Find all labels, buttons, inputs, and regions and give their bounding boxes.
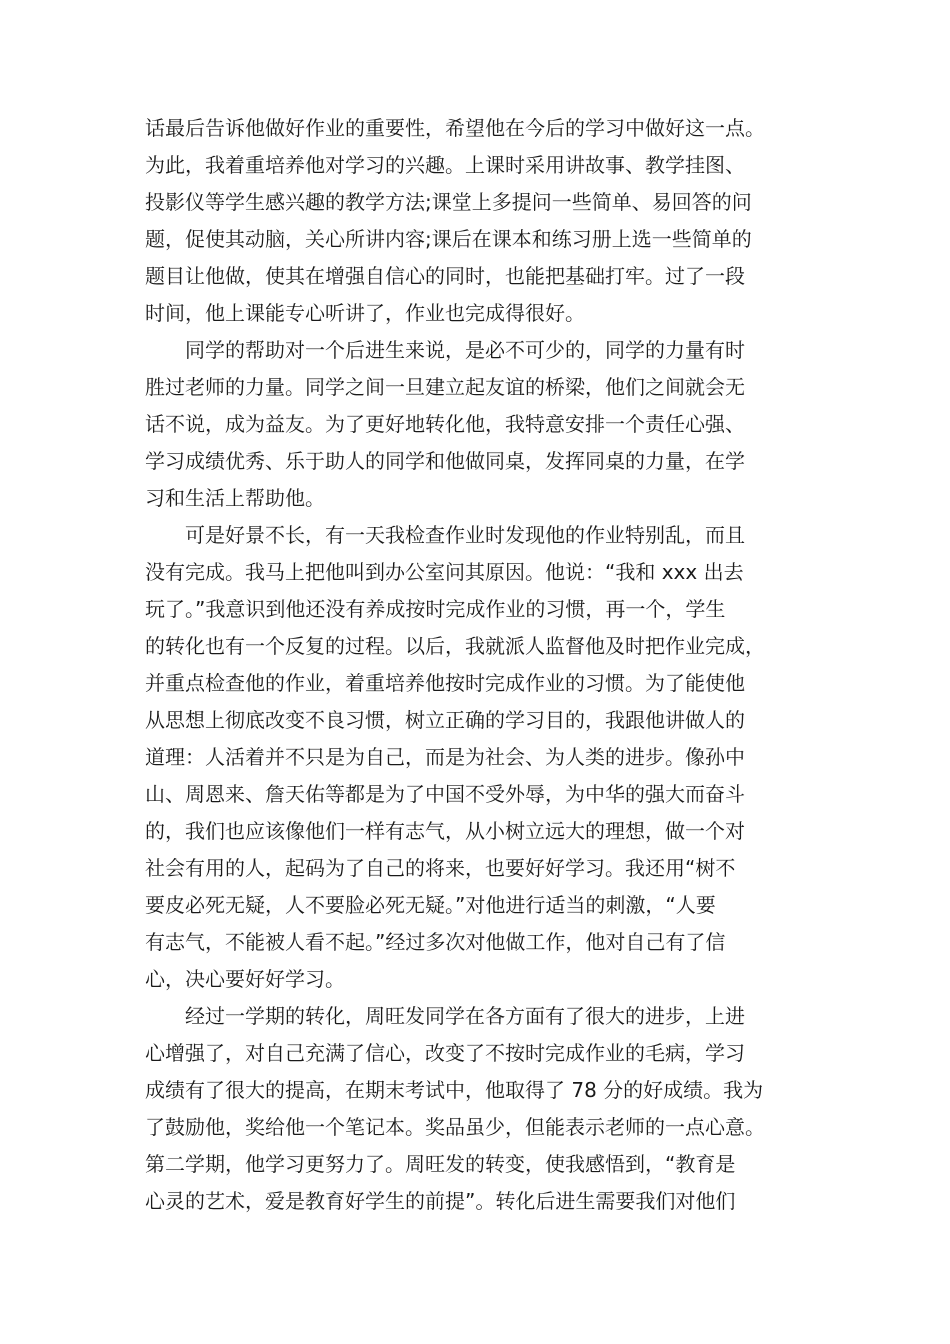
text-line: 为此，我着重培养他对学习的兴趣。上课时采用讲故事、教学挂图、: [145, 153, 745, 177]
text-line: 山、周恩来、詹天佑等都是为了中国不受外辱，为中华的强大而奋斗: [145, 782, 745, 806]
text-line: 题目让他做，使其在增强自信心的同时，也能把基础打牢。过了一段: [145, 264, 745, 288]
document-body: [145, 110, 840, 1220]
text-line: 了鼓励他，奖给他一个笔记本。奖品虽少，但能表示老师的一点心意。: [145, 1115, 765, 1139]
text-line: 心灵的艺术，爱是教育好学生的前提”。转化后进生需要我们对他们: [145, 1189, 736, 1213]
text-line: 玩了。”我意识到他还没有养成按时完成作业的习惯，再一个，学生: [145, 597, 726, 621]
text-line: 没有完成。我马上把他叫到办公室问其原因。他说：“我和 xxx 出去: [145, 560, 744, 584]
text-line: 道理：人活着并不只是为自己，而是为社会、为人类的进步。像孙中: [145, 745, 745, 769]
text-line: 胜过老师的力量。同学之间一旦建立起友谊的桥梁，他们之间就会无: [145, 375, 745, 399]
text-line: 题，促使其动脑，关心所讲内容;课后在课本和练习册上选一些简单的: [145, 227, 752, 251]
text-line: 话不说，成为益友。为了更好地转化他，我特意安排一个责任心强、: [145, 412, 745, 436]
text-line: 成绩有了很大的提高，在期末考试中，他取得了 78 分的好成绩。我为: [145, 1078, 764, 1102]
text-line: 投影仪等学生感兴趣的教学方法;课堂上多提问一些简单、易回答的问: [145, 190, 752, 214]
text-line: 的转化也有一个反复的过程。以后，我就派人监督他及时把作业完成，: [145, 634, 765, 658]
text-line: 的，我们也应该像他们一样有志气，从小树立远大的理想，做一个对: [145, 819, 745, 843]
text-line: 从思想上彻底改变不良习惯，树立正确的学习目的，我跟他讲做人的: [145, 708, 745, 732]
text-line: 社会有用的人，起码为了自己的将来，也要好好学习。我还用“树不: [145, 856, 736, 880]
text-line: 要皮必死无疑，人不要脸必死无疑。”对他进行适当的刺激，“人要: [145, 893, 716, 917]
text-line: 习和生活上帮助他。: [145, 486, 325, 510]
text-line: 第二学期，他学习更努力了。周旺发的转变，使我感悟到，“教育是: [145, 1152, 736, 1176]
text-line: 心，决心要好好学习。: [145, 967, 345, 991]
text-line: 经过一学期的转化，周旺发同学在各方面有了很大的进步，上进: [145, 1004, 745, 1028]
text-line: 心增强了，对自己充满了信心，改变了不按时完成作业的毛病，学习: [145, 1041, 745, 1065]
text-line: 并重点检查他的作业，着重培养他按时完成作业的习惯。为了能使他: [145, 671, 745, 695]
text-line: 同学的帮助对一个后进生来说，是必不可少的，同学的力量有时: [145, 338, 745, 362]
text-line: 学习成绩优秀、乐于助人的同学和他做同桌，发挥同桌的力量，在学: [145, 449, 745, 473]
text-line: 话最后告诉他做好作业的重要性，希望他在今后的学习中做好这一点。: [145, 116, 765, 140]
text-line: 时间，他上课能专心听讲了，作业也完成得很好。: [145, 301, 585, 325]
text-line: 有志气，不能被人看不起。”经过多次对他做工作，他对自己有了信: [145, 930, 726, 954]
text-line: 可是好景不长，有一天我检查作业时发现他的作业特别乱，而且: [145, 523, 745, 547]
